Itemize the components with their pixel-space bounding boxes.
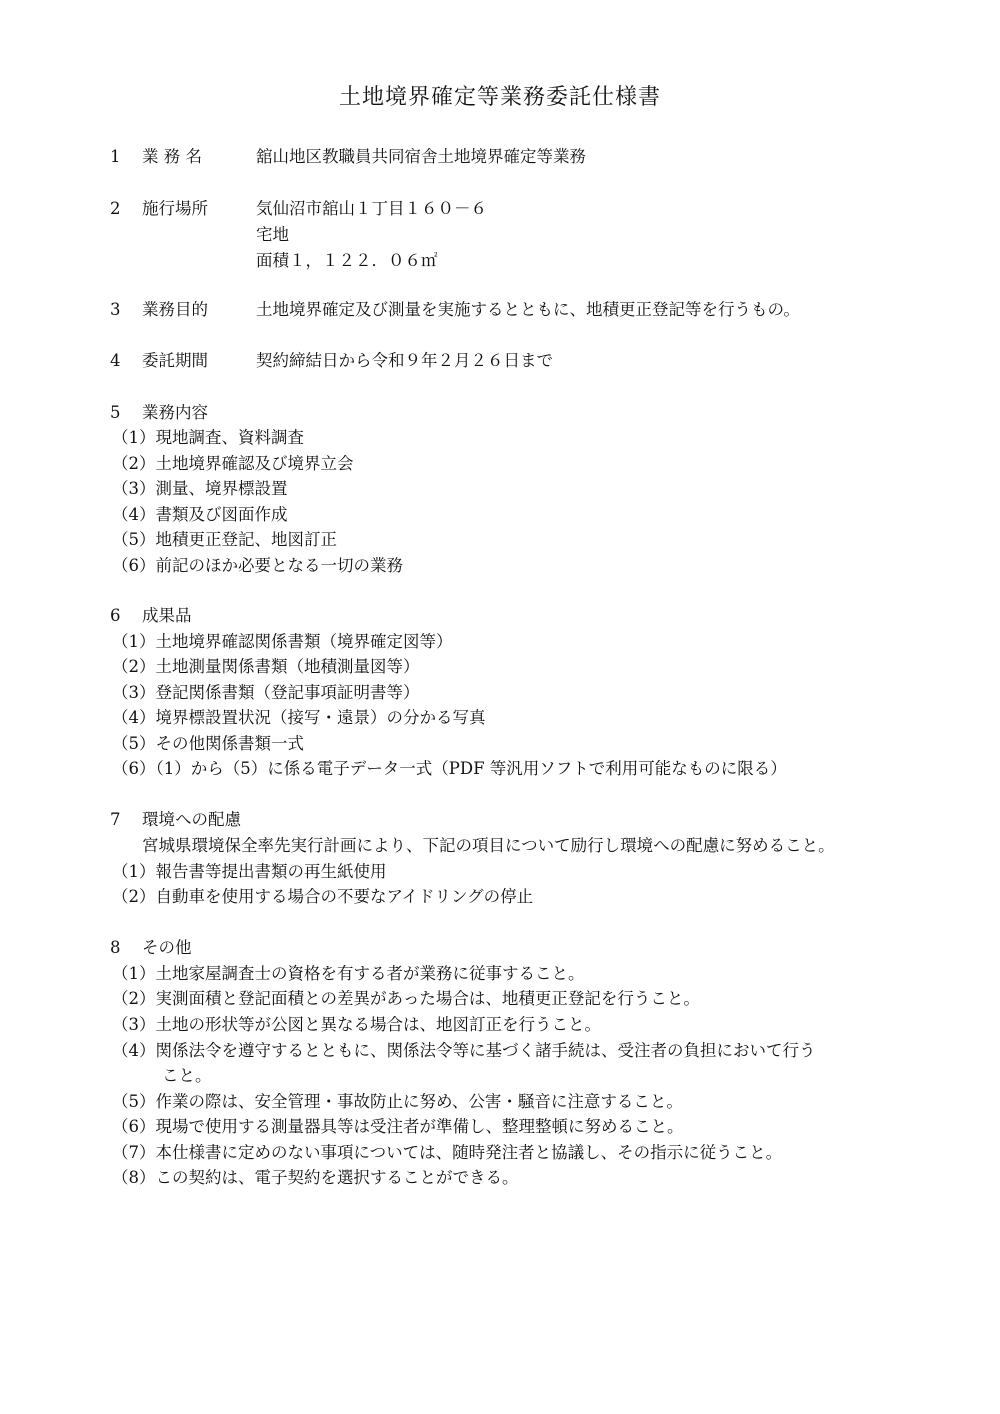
section-5-item: （3）測量、境界標設置 [112,479,288,498]
section-6-number: 6 [110,606,121,625]
section-6-item: （5）その他関係書類一式 [112,734,304,753]
section-8-item: （4）関係法令を遵守するとともに、関係法令等に基づく諸手続は、受注者の負担において行う [112,1041,816,1060]
section-6-item: （2）土地測量関係書類（地積測量図等） [112,657,420,676]
section-1-number: 1 [110,147,121,166]
section-8-item: （6）現場で使用する測量器具等は受注者が準備し、整理整頓に努めること。 [112,1117,684,1136]
section-5-item: （4）書類及び図面作成 [112,505,288,524]
section-3-heading: 業務目的 [142,300,208,319]
section-7-intro: 宮城県環境保全率先実行計画により、下記の項目について励行し環境への配慮に努めること。 [142,836,835,855]
section-6-item: （6）（1）から（5）に係る電子データ一式（PDF 等汎用ソフトで利用可能なものに限る） [112,759,787,778]
section-8-item: （7）本仕様書に定めのない事項については、随時発注者と協議し、その指示に従うこと。 [112,1143,783,1162]
section-7-item: （1）報告書等提出書類の再生紙使用 [112,862,387,881]
section-3-number: 3 [110,300,121,319]
section-8-item-continuation: こと。 [162,1066,212,1085]
section-8-item: （8）この契約は、電子契約を選択することができる。 [112,1168,519,1187]
section-2-number: 2 [110,199,121,218]
section-5-item: （2）土地境界確認及び境界立会 [112,454,354,473]
section-2-land-type: 宅地 [256,225,289,244]
section-7-number: 7 [110,810,121,829]
section-8-item: （2）実測面積と登記面積との差異があった場合は、地積更正登記を行うこと。 [112,989,700,1008]
section-7-heading: 環境への配慮 [142,810,241,829]
section-1-value: 舘山地区教職員共同宿舎土地境界確定等業務 [256,147,586,166]
section-5-item: （6）前記のほか必要となる一切の業務 [112,556,403,575]
section-7-item: （2）自動車を使用する場合の不要なアイドリングの停止 [112,887,534,906]
section-4-number: 4 [110,351,121,370]
section-5-item: （1）現地調査、資料調査 [112,428,304,447]
section-3-value: 土地境界確定及び測量を実施するとともに、地積更正登記等を行うもの。 [256,300,800,319]
section-8-item: （1）土地家屋調査士の資格を有する者が業務に従事すること。 [112,964,585,983]
section-8-heading: その他 [142,938,192,957]
section-6-item: （3）登記関係書類（登記事項証明書等） [112,683,420,702]
section-4-value: 契約締結日から令和９年２月２６日まで [256,351,553,370]
section-6-heading: 成果品 [142,606,192,625]
section-2-heading: 施行場所 [142,199,208,218]
section-8-item: （3）土地の形状等が公図と異なる場合は、地図訂正を行うこと。 [112,1015,601,1034]
section-6-item: （4）境界標設置状況（接写・遠景）の分かる写真 [112,708,486,727]
section-8-number: 8 [110,938,121,957]
section-4-heading: 委託期間 [142,351,208,370]
section-8-item: （5）作業の際は、安全管理・事故防止に努め、公害・騒音に注意すること。 [112,1092,683,1111]
section-5-item: （5）地積更正登記、地図訂正 [112,530,337,549]
section-6-item: （1）土地境界確認関係書類（境界確定図等） [112,632,453,651]
section-1-heading: 業 務 名 [142,147,202,166]
section-5-number: 5 [110,403,121,422]
section-2-area: 面積１，１２２．０６㎡ [256,251,438,270]
document-title: 土地境界確定等業務委託仕様書 [338,85,661,110]
section-5-heading: 業務内容 [142,403,208,422]
section-2-address: 気仙沼市舘山１丁目１６０－６ [256,199,487,218]
